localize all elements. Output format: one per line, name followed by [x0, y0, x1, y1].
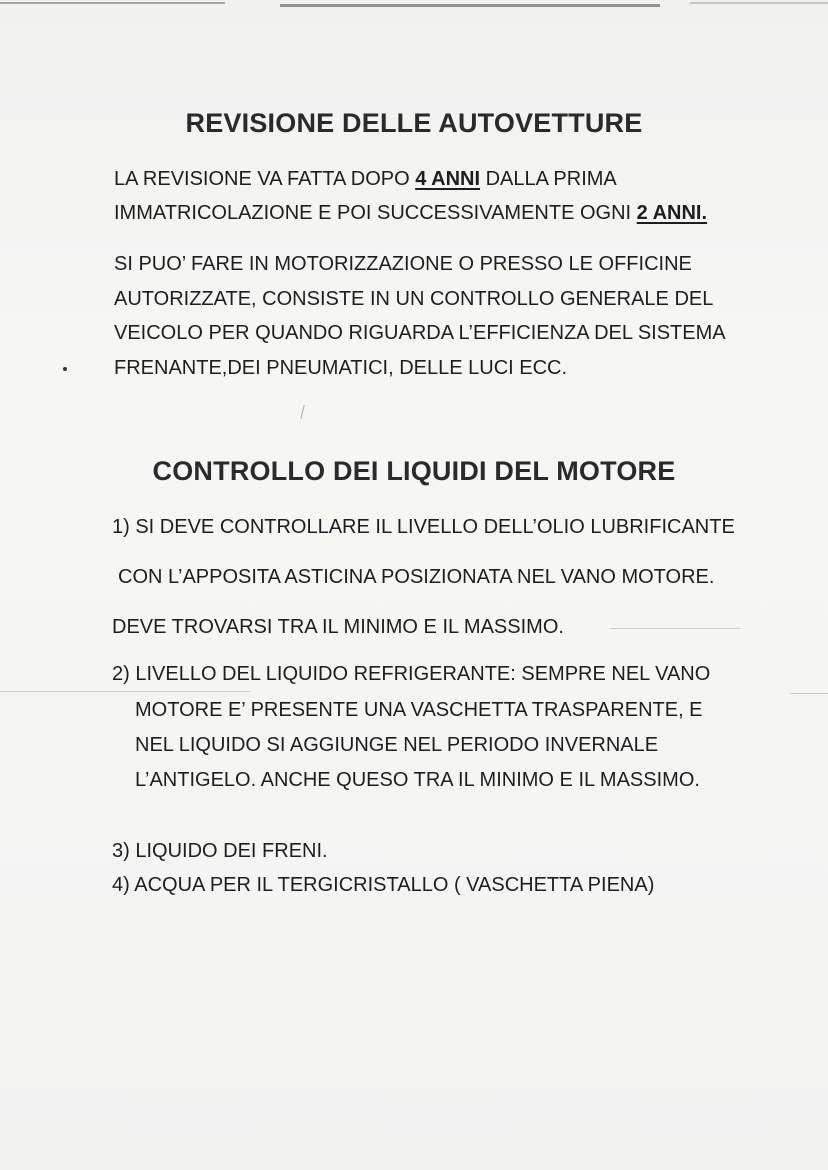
list-item-4: 4) ACQUA PER IL TERGICRISTALLO ( VASCHETTA PIENA) [112, 874, 655, 896]
text-run: IMMATRICOLAZIONE E POI SUCCESSIVAMENTE OGNI [114, 202, 637, 224]
list-item-2-line: NEL LIQUIDO SI AGGIUNGE NEL PERIODO INVERNALE [135, 734, 659, 756]
paragraph-line: SI PUO’ FARE IN MOTORIZZAZIONE O PRESSO LE OFFICINE [114, 253, 692, 275]
paragraph-line: VEICOLO PER QUANDO RIGUARDA L’EFFICIENZA DEL SISTEMA [114, 322, 726, 344]
emphasis-4-anni: 4 ANNI [415, 168, 481, 190]
scan-artifact-line [610, 628, 740, 629]
paragraph-line: AUTORIZZATE, CONSISTE IN UN CONTROLLO GENERALE DEL [114, 288, 714, 310]
list-item-3: 3) LIQUIDO DEI FRENI. [112, 840, 328, 862]
list-item-2-line: L’ANTIGELO. ANCHE QUESO TRA IL MINIMO E IL MASSIMO. [135, 769, 700, 791]
text-run: DALLA PRIMA [480, 168, 617, 190]
list-item-1-line: DEVE TROVARSI TRA IL MINIMO E IL MASSIMO. [112, 616, 564, 638]
list-item-2-line: 2) LIVELLO DEL LIQUIDO REFRIGERANTE: SEMPRE NEL VANO [112, 663, 711, 685]
scan-edge-mark [690, 2, 828, 4]
scan-mark [300, 405, 304, 419]
scan-dot [63, 367, 67, 371]
text-run: LA REVISIONE VA FATTA DOPO [114, 168, 416, 190]
list-item-2-line: MOTORE E’ PRESENTE UNA VASCHETTA TRASPARENTE, E [135, 699, 703, 721]
scan-artifact-line [790, 693, 828, 694]
scan-artifact-line [0, 691, 250, 692]
section-title-controllo-liquidi: CONTROLLO DEI LIQUIDI DEL MOTORE [152, 456, 676, 486]
paragraph-line [114, 202, 707, 225]
scan-edge-mark [280, 4, 660, 7]
scan-edge-mark [0, 2, 225, 4]
paragraph-line [114, 168, 617, 191]
section-title-revisione: REVISIONE DELLE AUTOVETTURE [185, 108, 643, 138]
paragraph-line: FRENANTE,DEI PNEUMATICI, DELLE LUCI ECC. [114, 357, 568, 379]
list-item-1-line: 1) SI DEVE CONTROLLARE IL LIVELLO DELL’OLIO LUBRIFICANTE [112, 516, 735, 538]
list-item-1-line: CON L’APPOSITA ASTICINA POSIZIONATA NEL VANO MOTORE. [118, 566, 715, 588]
emphasis-2-anni: 2 ANNI. [636, 202, 708, 224]
